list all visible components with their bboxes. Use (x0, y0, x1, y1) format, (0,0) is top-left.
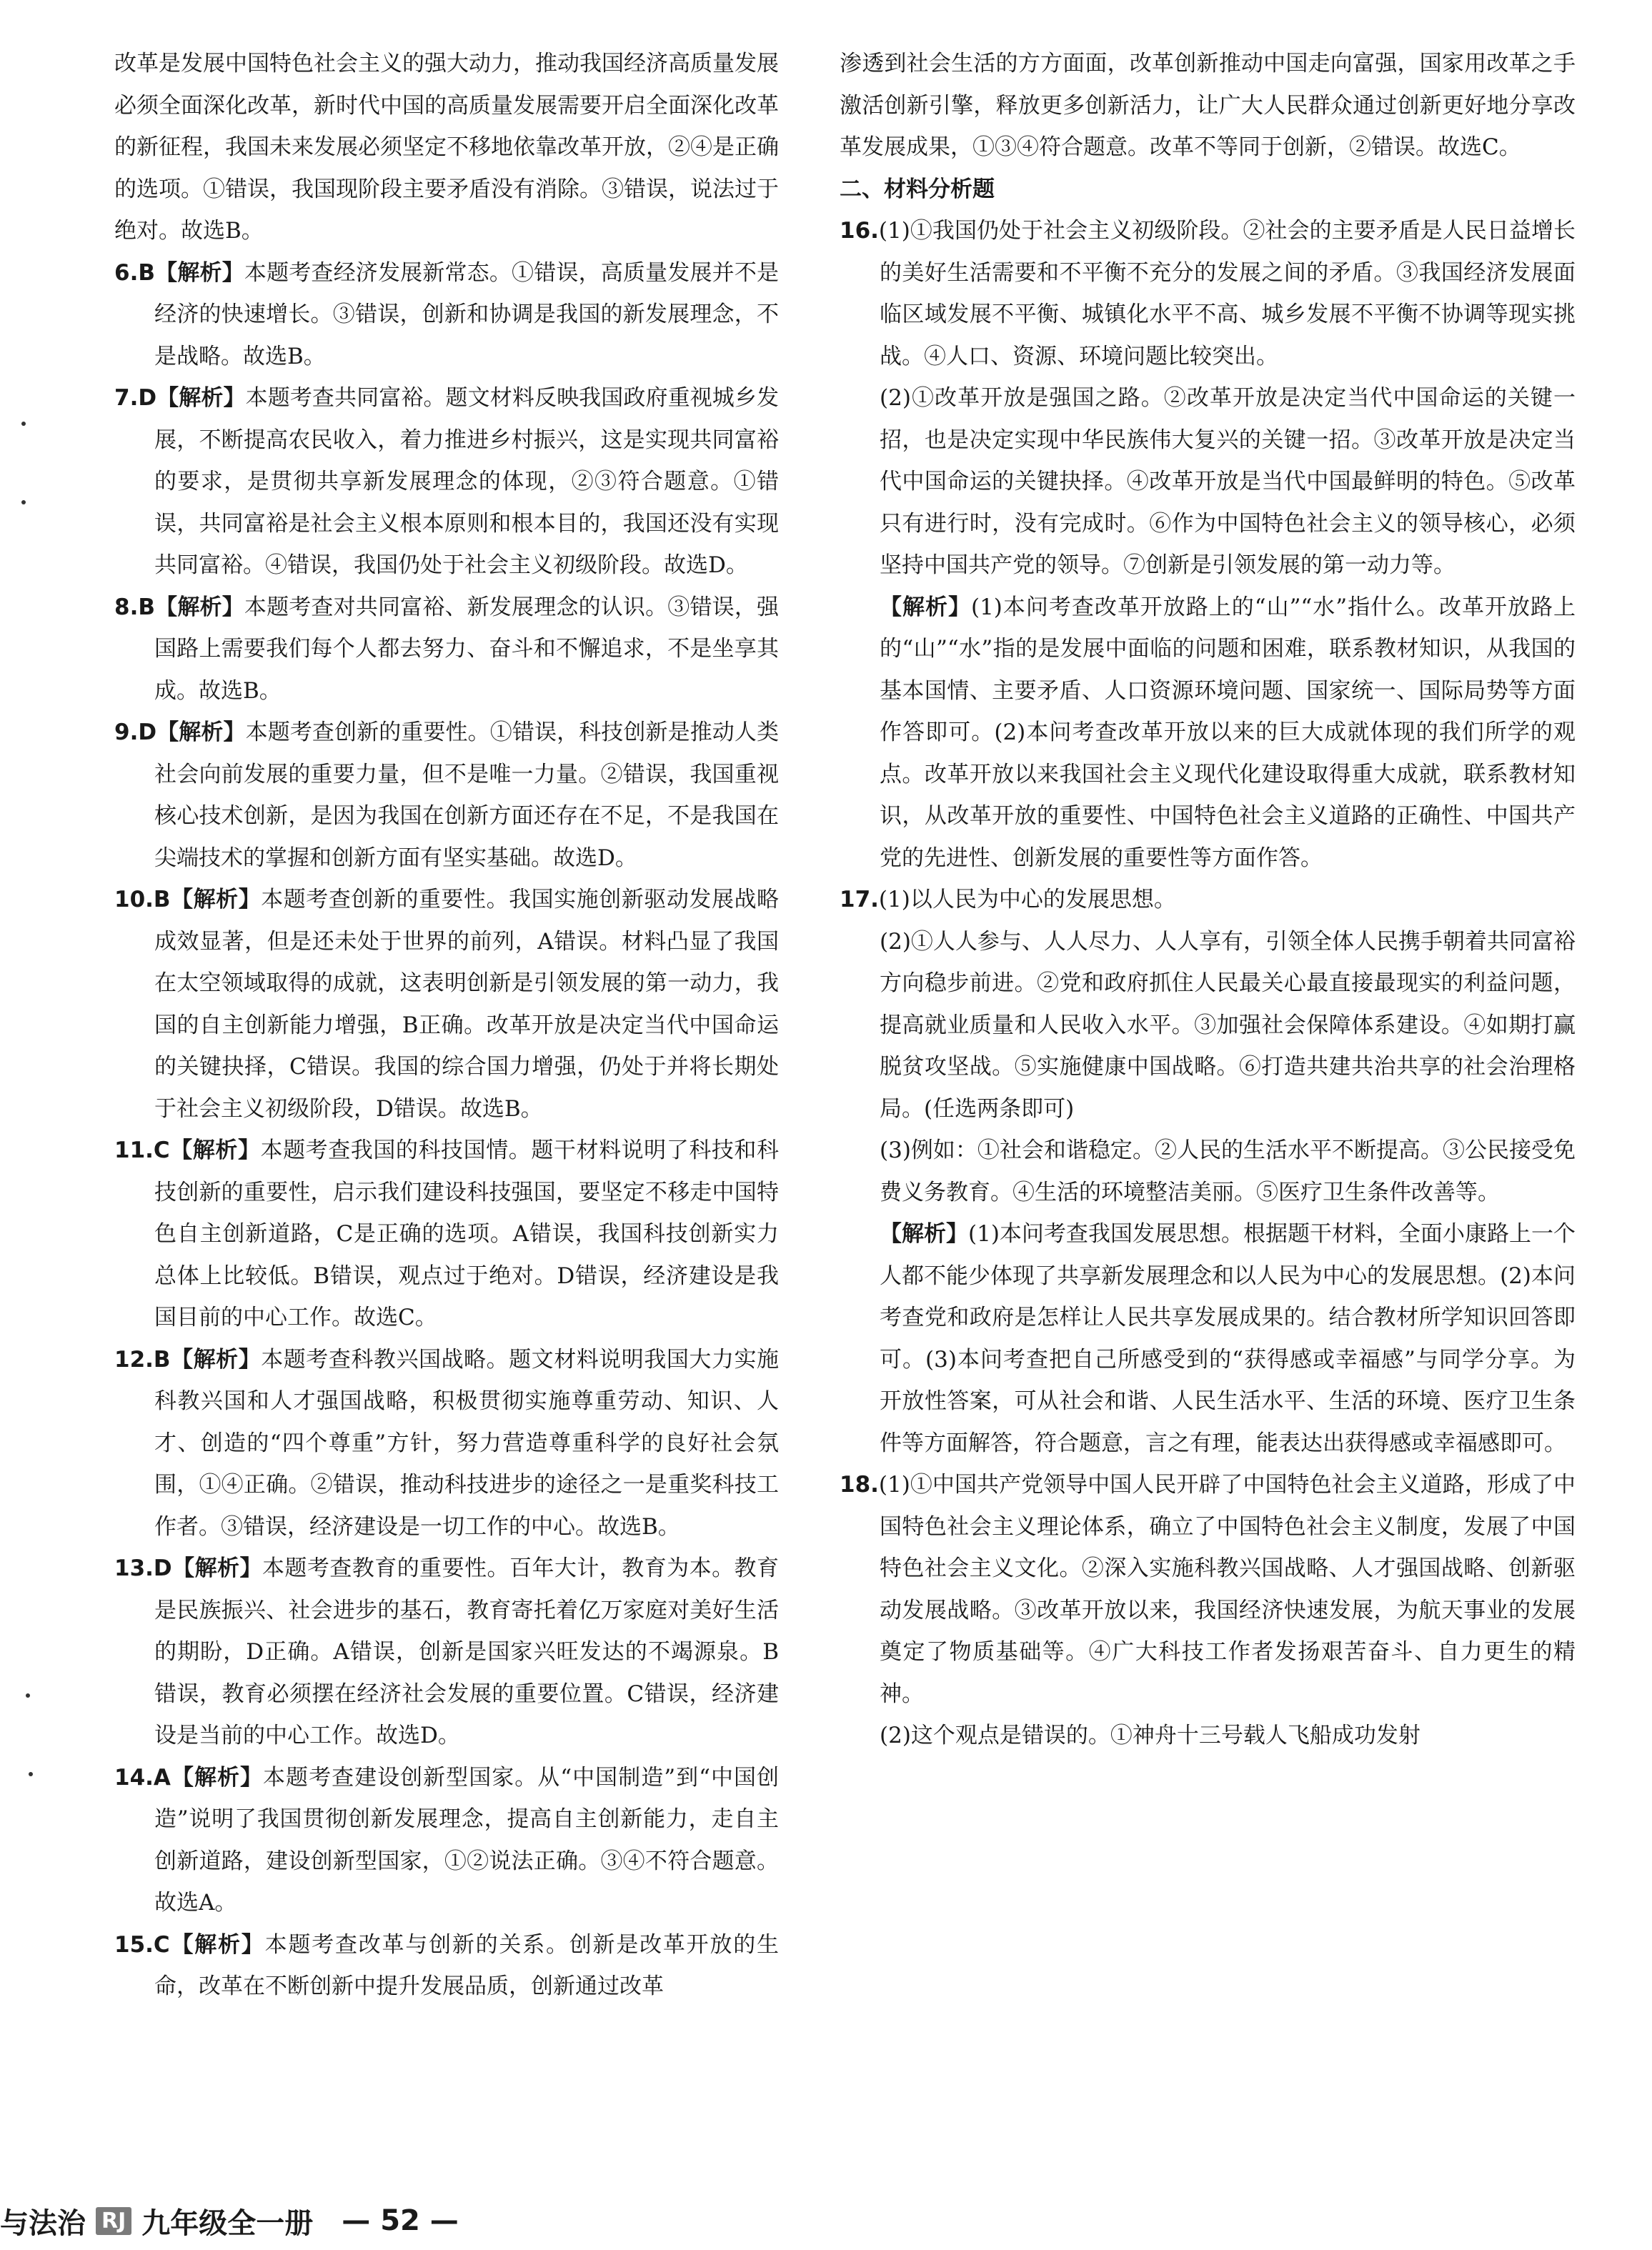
analysis-tag: 【解析】 (170, 887, 262, 912)
footer-subject: 与法治 (0, 2206, 86, 2240)
answer-part-1: (1)以人民为中心的发展思想。 (878, 887, 1176, 912)
answer-item (114, 587, 779, 712)
analysis-tag: 【解析】 (171, 1555, 262, 1581)
answer-part-1: (1)①我国仍处于社会主义初级阶段。②社会的主要矛盾是人民日益增长的美好生活需要和不平衡不充分的发展之间的矛盾。③我国经济发展面临区域发展不平衡、城镇化水平不高、城乡发展不平衡不协调等现实挑战。④人口、资源、环境问题比较突出。 (878, 218, 1576, 369)
analysis-tag: 【解析】 (170, 1764, 264, 1791)
analysis-text: 本题考查创新的重要性。我国实施创新驱动发展战略成效显著，但是还未处于世界的前列，A错误。材料凸显了我国在太空领域取得的成就，这表明创新是引领发展的第一动力，我国的自主创新能力增强，B正确。改革开放是决定当代中国命运的关键抉择，C错误。我国的综合国力增强，仍处于并将长期处于社会主义初级阶段，D错误。故选B。 (154, 887, 780, 1122)
analysis-tag: 【解析】 (170, 1346, 262, 1373)
analysis-text: 本题考查对共同富裕、新发展理念的认识。③错误，强国路上需要我们每个人都去努力、奋斗和不懈追求，不是坐享其成。故选B。 (154, 594, 780, 704)
margin-dot (29, 1772, 33, 1776)
section-title: 二、材料分析题 (840, 176, 995, 202)
question-number: 12.B (114, 1346, 171, 1373)
right-intro: 渗透到社会生活的方方面面，改革创新推动中国走向富强，国家用改革之手激活创新引擎，释放更多创新活力，让广大人民群众通过创新更好地分享改革发展成果，①③④符合题意。改革不等同于创新，②错误。故选C。 (840, 51, 1576, 160)
page-number: — 52 — (342, 2204, 459, 2237)
left-column (114, 43, 779, 2008)
answer-item (114, 1757, 779, 1924)
question-number: 13.D (114, 1555, 172, 1581)
analysis-text: (1)本问考查改革开放路上的“山”“水”指什么。改革开放路上的“山”“水”指的是发展中面临的问题和困难，联系教材知识，从我国的基本国情、主要矛盾、人口资源环境问题、国家统一、国际局势等方面作答即可。(2)本问考查改革开放以来的巨大成就体现的我们所学的观点。改革开放以来我国社会主义现代化建设取得重大成就，联系教材知识，从改革开放的重要性、中国特色社会主义道路的正确性、中国共产党的先进性、创新发展的重要性等方面作答。 (880, 594, 1576, 871)
question-number: 14.A (114, 1764, 171, 1791)
answer-part-1: (1)①中国共产党领导中国人民开辟了中国特色社会主义道路，形成了中国特色社会主义理论体系，确立了中国特色社会主义制度，发展了中国特色社会主义文化。②深入实施科教兴国战略、人才强国战略、创新驱动发展战略。③改革开放以来，我国经济快速发展，为航天事业的发展奠定了物质基础等。④广大科技工作者发扬艰苦奋斗、自力更生的精神。 (878, 1472, 1576, 1707)
analysis (840, 587, 1576, 880)
question-number: 6.B (114, 259, 155, 286)
answer-item (114, 879, 779, 1130)
answer-item (114, 377, 779, 587)
edition-badge: RJ (96, 2207, 131, 2235)
question-number: 9.D (114, 720, 157, 745)
margin-dot (21, 422, 26, 426)
analysis-text: 本题考查经济发展新常态。①错误，高质量发展并不是经济的快速增长。③错误，创新和协调是我国的新发展理念，不是战略。故选B。 (154, 259, 780, 369)
question-number: 16. (840, 218, 879, 244)
answer-part-2: (2)①改革开放是强国之路。②改革开放是决定当代中国命运的关键一招，也是决定实现中华民族伟大复兴的关键一招。③改革开放是决定当代中国命运的关键抉择。④改革开放是当代中国最鲜明的特色。⑤改革只有进行时，没有完成时。⑥作为中国特色社会主义的领导核心，必须坚持中国共产党的领导。⑦创新是引领发展的第一动力等。 (880, 385, 1576, 578)
analysis-tag: 【解析】 (154, 259, 244, 286)
margin-dot (26, 1693, 30, 1698)
margin-dot (21, 500, 26, 504)
analysis-tag: 【解析】 (156, 720, 246, 745)
question-number: 11.C (114, 1138, 170, 1163)
analysis-text: 本题考查我国的科技国情。题干材料说明了科技和科技创新的重要性，启示我们建设科技强国，要坚定不移走中国特色自主创新道路，C是正确的选项。A错误，我国科技创新实力总体上比较低。B错误，观点过于绝对。D错误，经济建设是我国目前的中心工作。故选C。 (154, 1138, 780, 1330)
answer-item (114, 1924, 779, 2008)
analysis-text: 本题考查共同富裕。题文材料反映我国政府重视城乡发展，不断提高农民收入，着力推进乡村振兴，这是实现共同富裕的要求，是贯彻共享新发展理念的体现，②③符合题意。①错误，共同富裕是社会主义根本原则和根本目的，我国还没有实现共同富裕。④错误，我国仍处于社会主义初级阶段。故选D。 (154, 385, 780, 578)
answer-part-3: (3)例如：①社会和谐稳定。②人民的生活水平不断提高。③公民接受免费义务教育。④生活的环境整洁美丽。⑤医疗卫生条件改善等。 (880, 1138, 1576, 1205)
analysis-tag: 【解析】 (880, 1221, 969, 1247)
analysis-tag: 【解析】 (880, 594, 971, 620)
analysis-text: (1)本问考查我国发展思想。根据题干材料，全面小康路上一个人都不能少体现了共享新发展理念和以人民为中心的发展思想。(2)本问考查党和政府是怎样让人民共享发展成果的。结合教材所学知识回答即可。(3)本问考查把自己所感受到的“获得感或幸福感”与同学分享。为开放性答案，可从社会和谐、人民生活水平、生活的环境、医疗卫生条件等方面解答，符合题意，言之有理，能表达出获得感或幸福感即可。 (880, 1221, 1576, 1456)
analysis-text: 本题考查建设创新型国家。从“中国制造”到“中国创造”说明了我国贯彻创新发展理念，提高自主创新能力，走自主创新道路，建设创新型国家，①②说法正确。③④不符合题意。故选A。 (154, 1764, 780, 1916)
footer-grade: 九年级全一册 (141, 2206, 314, 2240)
analysis-text: 本题考查科教兴国战略。题文材料说明我国大力实施科教兴国和人才强国战略，积极贯彻实施尊重劳动、知识、人才、创造的“四个尊重”方针，努力营造尊重科学的良好社会氛围，①④正确。②错误，推动科技进步的途径之一是重奖科技工作者。③错误，经济建设是一切工作的中心。故选B。 (154, 1346, 780, 1540)
analysis (840, 1213, 1576, 1464)
answer-list (114, 252, 779, 2008)
right-column (840, 43, 1576, 1757)
answer-part-2: (2)这个观点是错误的。①神舟十三号载人飞船成功发射 (880, 1723, 1420, 1748)
analysis-tag: 【解析】 (169, 1138, 261, 1163)
question-18 (840, 1464, 1576, 1715)
question-number: 15.C (114, 1931, 170, 1958)
question-17 (840, 879, 1576, 921)
question-16 (840, 210, 1576, 377)
answer-item (114, 712, 779, 879)
answer-item (114, 1130, 779, 1339)
question-number: 7.D (114, 385, 157, 411)
analysis-tag: 【解析】 (156, 385, 246, 411)
answer-item (114, 1548, 779, 1757)
question-number: 8.B (114, 594, 155, 620)
question-number: 17. (840, 887, 879, 912)
page-footer (0, 2199, 459, 2242)
analysis-text: 本题考查教育的重要性。百年大计，教育为本。教育是民族振兴、社会进步的基石，教育寄托着亿万家庭对美好生活的期盼，D正确。A错误，创新是国家兴旺发达的不竭源泉。B错误，教育必须摆在经济社会发展的重要位置。C错误，经济建设是当前的中心工作。故选D。 (154, 1555, 780, 1748)
answer-item (114, 1339, 779, 1548)
answer-item (114, 252, 779, 378)
left-intro: 改革是发展中国特色社会主义的强大动力，推动我国经济高质量发展必须全面深化改革，新时代中国的高质量发展需要开启全面深化改革的新征程，我国未来发展必须坚定不移地依靠改革开放，②④是正确的选项。①错误，我国现阶段主要矛盾没有消除。③错误，说法过于绝对。故选B。 (114, 51, 779, 244)
analysis-tag: 【解析】 (154, 594, 244, 620)
analysis-tag: 【解析】 (169, 1931, 265, 1958)
question-number: 18. (840, 1472, 879, 1498)
analysis-text: 本题考查创新的重要性。①错误，科技创新是推动人类社会向前发展的重要力量，但不是唯一力量。②错误，我国重视核心技术创新，是因为我国在创新方面还存在不足，不是我国在尖端技术的掌握和创新方面有坚实基础。故选D。 (154, 720, 780, 871)
answer-part-2: (2)①人人参与、人人尽力、人人享有，引领全体人民携手朝着共同富裕方向稳步前进。②党和政府抓住人民最关心最直接最现实的利益问题，提高就业质量和人民收入水平。③加强社会保障体系建设。④如期打赢脱贫攻坚战。⑤实施健康中国战略。⑥打造共建共治共享的社会治理格局。(任选两条即可) (880, 928, 1576, 1122)
question-number: 10.B (114, 887, 171, 912)
analysis-text: 本题考查改革与创新的关系。创新是改革开放的生命，改革在不断创新中提升发展品质，创新通过改革 (154, 1931, 780, 1999)
